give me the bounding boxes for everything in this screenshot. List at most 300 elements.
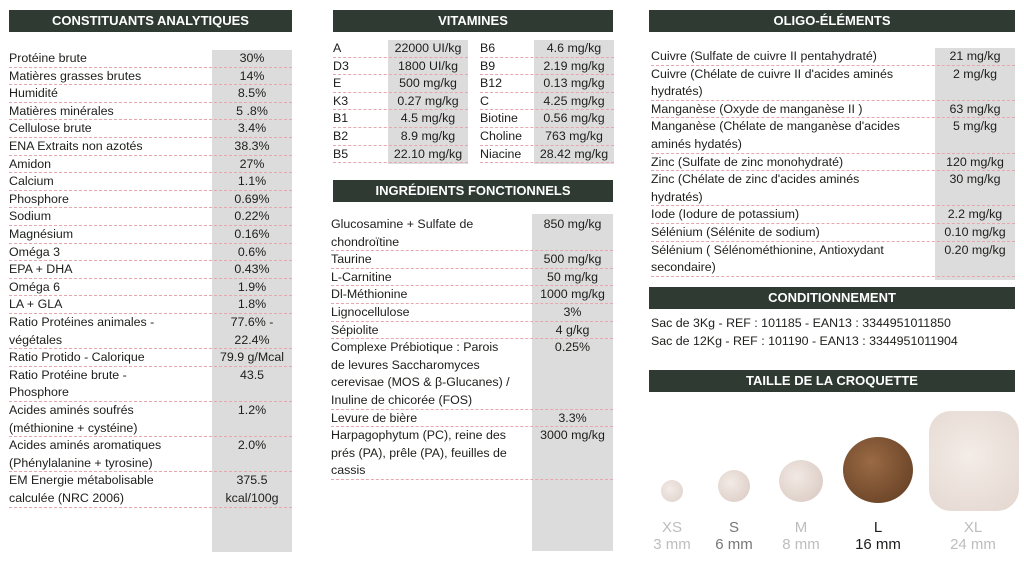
constituant-row-label-line: Protéine brute <box>9 51 87 65</box>
constituant-row <box>9 85 292 103</box>
ingredient-row-value-line: 850 mg/kg <box>543 217 602 231</box>
croquette-header: TAILLE DE LA CROQUETTE <box>649 370 1015 392</box>
ingredient-row-label <box>331 251 372 269</box>
constituant-row-value <box>212 120 292 138</box>
constituant-row-label <box>9 208 51 226</box>
constituant-row <box>9 120 292 138</box>
vitamine-row-value <box>534 110 614 128</box>
ingredient-row-value <box>532 339 613 357</box>
constituant-row-value-line: 79.9 g/Mcal <box>219 350 285 365</box>
constituant-row-value <box>212 138 292 156</box>
constituant-row-label <box>9 244 60 262</box>
vitamine-row <box>333 58 468 76</box>
vitamine-row <box>480 93 614 111</box>
oligo-row <box>651 206 1015 224</box>
vitamine-row-label <box>333 75 341 93</box>
constituant-row-label-line: ENA Extraits non azotés <box>9 139 143 153</box>
ingredient-row <box>331 410 613 428</box>
constituants-header: CONSTITUANTS ANALYTIQUES <box>9 10 292 32</box>
oligo-row-label-line: Sélénium ( Sélénométhionine, Antioxydant <box>651 242 884 257</box>
vitamine-row-label-line: Niacine <box>480 146 522 161</box>
oligo-header: OLIGO-ÉLÉMENTS <box>649 10 1015 32</box>
oligo-row-label-line: Zinc (Chélate de zinc d'acides aminés <box>651 172 860 187</box>
constituant-row <box>9 50 292 68</box>
constituant-row-value <box>212 349 292 367</box>
vitamine-row-value-line: 0.13 mg/kg <box>543 76 605 91</box>
ingredient-row-label-line: Complexe Prébiotique : Parois <box>331 340 499 355</box>
vitamine-row <box>480 110 614 128</box>
constituant-row <box>9 208 292 226</box>
oligo-row-label-line: hydratés) <box>651 84 703 99</box>
constituant-row-label-line: Humidité <box>9 86 58 101</box>
vitamine-row <box>333 40 468 58</box>
constituant-row-value <box>212 208 292 226</box>
constituant-row-label <box>9 296 62 314</box>
constituant-row-label-line: Oméga 6 <box>9 279 60 294</box>
vitamine-row <box>333 93 468 111</box>
oligo-row <box>651 224 1015 242</box>
vitamine-row-label <box>333 40 341 58</box>
constituant-row-value <box>212 367 292 385</box>
oligo-row-label-line: secondaire) <box>651 260 716 275</box>
constituant-row-label <box>9 402 137 437</box>
constituant-row-label-line: Acides aminés soufrés <box>9 403 134 417</box>
constituant-row-label <box>9 103 114 121</box>
ingredient-row-value <box>532 286 613 304</box>
vitamine-row-label <box>480 40 495 58</box>
ingredient-row-label <box>331 322 379 340</box>
oligo-row <box>651 171 1015 206</box>
oligo-row-value <box>935 224 1015 242</box>
oligo-row <box>651 242 1015 277</box>
vitamine-row-value-line: 22.10 mg/kg <box>393 146 463 161</box>
vitamine-row-label <box>480 128 522 146</box>
ingredient-row-value-line: 500 mg/kg <box>543 252 602 267</box>
vitamine-row-value-line: 1800 UI/kg <box>398 58 458 73</box>
ingredient-row-value <box>532 410 613 428</box>
constituant-row-value-line: 3.4% <box>237 121 267 136</box>
constituant-row-label-line: Ratio Protido - Calorique <box>9 350 145 365</box>
constituant-row-label <box>9 191 69 209</box>
constituant-row <box>9 244 292 262</box>
constituant-row-label <box>9 120 92 138</box>
constituant-row-label-line: Cellulose brute <box>9 121 92 136</box>
constituant-row-label <box>9 50 87 68</box>
oligo-row-value-line: 5 mg/kg <box>952 119 998 134</box>
constituant-row-value-line: 1.8% <box>237 297 267 312</box>
vitamine-row <box>333 146 468 164</box>
size-xl-label: XL <box>963 519 983 536</box>
ingredient-row-value <box>532 251 613 269</box>
vitamine-row-value <box>534 58 614 76</box>
constituant-row-label-line: Ratio Protéines animales - <box>9 315 155 329</box>
size-m-mm: 8 mm <box>782 536 820 553</box>
ingredients-header: INGRÉDIENTS FONCTIONNELS <box>333 180 613 202</box>
vitamine-row-label-line: C <box>480 93 489 108</box>
constituant-row-value-line: 5 .8% <box>236 103 268 118</box>
vitamine-row-label <box>480 58 495 76</box>
size-l-label: L <box>873 519 883 536</box>
constituant-row-value <box>212 156 292 174</box>
constituant-row-value <box>212 472 292 507</box>
vitamine-row-value <box>388 128 468 146</box>
vitamine-row-value-line: 22000 UI/kg <box>394 41 462 55</box>
vitamine-row-value <box>388 58 468 76</box>
oligo-row-value-line: 30 mg/kg <box>949 172 1001 187</box>
constituant-row <box>9 261 292 279</box>
oligo-row-value-line: 0.20 mg/kg <box>944 242 1006 257</box>
oligo-row-value <box>935 48 1015 66</box>
vitamine-row-value <box>388 110 468 128</box>
oligo-row-label-line: Iode (Iodure de potassium) <box>651 207 800 222</box>
oligo-row <box>651 48 1015 66</box>
ingredient-row-label-line: Sépiolite <box>331 322 379 337</box>
vitamine-row-value-line: 4.25 mg/kg <box>543 93 605 108</box>
oligo-row <box>651 66 1015 101</box>
ingredient-row-value <box>532 427 613 445</box>
oligo-row-value <box>935 171 1015 189</box>
conditionnement-line-1: Sac de 3Kg - REF : 101185 - EAN13 : 3344951011850 <box>651 316 951 330</box>
vitamine-row <box>333 75 468 93</box>
constituant-row <box>9 402 292 437</box>
constituant-row-label-line: Ratio Protéine brute - <box>9 367 127 382</box>
constituant-row-label-line: Oméga 3 <box>9 244 60 259</box>
ingredient-row-label <box>331 427 507 480</box>
vitamine-row-label <box>480 146 521 164</box>
vitamine-row-label-line: Choline <box>480 129 523 143</box>
constituant-row-value-line: 8.5% <box>237 86 267 101</box>
constituant-row-label <box>9 472 154 507</box>
vitamine-row-value <box>388 146 468 164</box>
constituant-row-label <box>9 138 143 156</box>
oligo-row-label <box>651 66 893 101</box>
oligo-row-value-line: 63 mg/kg <box>949 101 1001 116</box>
constituant-row-value-line: 1.9% <box>237 279 267 294</box>
ingredient-row-label-line: prés (PA), prêle (PA), feuilles de <box>331 445 507 460</box>
ingredient-row-value-line: 3000 mg/kg <box>540 428 605 443</box>
constituant-row <box>9 314 292 349</box>
kibble-s-image <box>718 470 750 502</box>
vitamine-row-label-line: K3 <box>333 93 349 108</box>
vitamine-row-value-line: 500 mg/kg <box>399 76 457 91</box>
vitamine-row-label <box>333 146 348 164</box>
vitamine-row-value <box>388 40 468 58</box>
oligo-row-label <box>651 206 799 224</box>
constituant-row-value <box>212 296 292 314</box>
constituant-row-label-line: Phosphore <box>9 191 69 206</box>
size-l-mm: 16 mm <box>855 536 901 553</box>
oligo-row <box>651 101 1015 119</box>
ingredient-row <box>331 251 613 269</box>
oligo-row-value-line: 2 mg/kg <box>952 66 998 81</box>
vitamine-row-value-line: 763 mg/kg <box>545 129 603 143</box>
constituant-row-label-line: EPA + DHA <box>9 262 73 277</box>
ingredient-row-value-line: 4 g/kg <box>555 322 590 337</box>
conditionnement-line-2: Sac de 12Kg - REF : 101190 - EAN13 : 3344951011904 <box>651 334 958 348</box>
vitamines-header: VITAMINES <box>333 10 613 32</box>
vitamine-row-label <box>333 110 348 128</box>
oligo-row <box>651 154 1015 172</box>
constituant-row-value <box>212 314 292 349</box>
vitamine-row-label-line: A <box>333 41 342 55</box>
constituant-row-label-line: (Phénylalanine + tyrosine) <box>9 455 153 470</box>
ingredient-row-label-line: Lignocellulose <box>331 305 410 319</box>
constituant-row-value-line: 0.69% <box>234 191 270 206</box>
constituant-row-label <box>9 314 154 349</box>
constituant-row-value <box>212 402 292 420</box>
vitamine-row-value <box>534 40 614 58</box>
constituant-row-label <box>9 226 73 244</box>
vitamine-row-value-line: 0.56 mg/kg <box>543 111 605 126</box>
ingredient-row-label-line: chondroïtine <box>331 234 400 249</box>
vitamine-row-label <box>333 128 348 146</box>
constituant-row-value <box>212 226 292 244</box>
oligo-row-label <box>651 118 900 153</box>
oligo-row-label <box>651 171 859 206</box>
constituant-row-value-line: 0.22% <box>234 209 270 224</box>
ingredient-row-label-line: Dl-Méthionine <box>331 287 408 302</box>
ingredient-row <box>331 286 613 304</box>
constituant-row-label <box>9 156 51 174</box>
constituant-row-value <box>212 50 292 68</box>
vitamine-row-value-line: 4.6 mg/kg <box>546 41 602 55</box>
size-s-mm: 6 mm <box>715 536 753 553</box>
vitamine-row <box>480 128 614 146</box>
kibble-xs-image <box>661 480 683 502</box>
vitamine-row-label-line: Biotine <box>480 111 518 126</box>
constituant-row-label <box>9 261 72 279</box>
size-xl-mm: 24 mm <box>950 536 996 553</box>
oligo-row-value-line: 21 mg/kg <box>949 49 1001 63</box>
oligo-row-value <box>935 242 1015 260</box>
constituant-row-value-line: 1.1% <box>237 174 267 189</box>
constituant-row-value-line: 2.0% <box>237 438 267 453</box>
constituant-row-label-line: LA + GLA <box>9 297 63 312</box>
oligo-row-label <box>651 154 843 172</box>
vitamine-row-value <box>388 75 468 93</box>
oligo-row-label-line: Cuivre (Chélate de cuivre II d'acides aminés <box>651 66 894 81</box>
ingredient-row <box>331 427 613 480</box>
ingredient-row <box>331 339 613 409</box>
oligo-row-value <box>935 101 1015 119</box>
oligo-row-label <box>651 101 862 119</box>
ingredient-row <box>331 216 613 251</box>
vitamine-row-label-line: B5 <box>333 146 349 161</box>
kibble-m-image <box>779 460 823 502</box>
ingredient-row-label-line: Glucosamine + Sulfate de <box>331 217 474 231</box>
constituant-row-label-line: Calcium <box>9 174 54 189</box>
constituant-row-label-line: Matières grasses brutes <box>9 68 142 83</box>
ingredient-row-label-line: Levure de bière <box>331 410 418 425</box>
vitamine-row-value-line: 28.42 mg/kg <box>539 146 609 161</box>
oligo-row-label <box>651 48 877 66</box>
vitamine-row-value-line: 8.9 mg/kg <box>400 129 456 143</box>
constituant-row <box>9 296 292 314</box>
vitamine-row-label-line: B6 <box>480 41 496 55</box>
ingredient-row-value <box>532 322 613 340</box>
vitamine-row-value <box>534 146 614 164</box>
oligo-row-label-line: hydratés) <box>651 189 703 204</box>
constituant-row-label <box>9 85 58 103</box>
constituant-row <box>9 367 292 402</box>
ingredient-row-value-line: 3.3% <box>558 410 587 425</box>
vitamine-row-label-line: B9 <box>480 58 496 73</box>
constituant-row-value-line: 27% <box>239 156 265 171</box>
vitamine-row-value <box>388 93 468 111</box>
constituant-row-label-line: EM Energie métabolisable <box>9 473 154 488</box>
ingredient-row-value <box>532 216 613 234</box>
vitamine-row-label-line: D3 <box>333 58 349 73</box>
vitamine-row-value-line: 2.19 mg/kg <box>543 58 605 73</box>
vitamine-row-label-line: B1 <box>333 111 349 126</box>
constituant-row <box>9 349 292 367</box>
constituant-row-value <box>212 244 292 262</box>
vitamine-row-label <box>480 93 489 111</box>
ingredient-row <box>331 269 613 287</box>
constituant-row-label <box>9 367 127 402</box>
oligo-row-label-line: Sélénium (Sélénite de sodium) <box>651 225 820 239</box>
constituant-row-value-line: 14% <box>239 68 265 83</box>
oligo-row <box>651 118 1015 153</box>
vitamine-row-label-line: E <box>333 76 342 91</box>
vitamine-row <box>333 128 468 146</box>
constituant-row <box>9 472 292 507</box>
constituant-row-value-line: 375.5 <box>236 473 268 488</box>
size-m-label: M <box>794 519 808 536</box>
constituant-row-value <box>212 68 292 86</box>
ingredient-row-label <box>331 410 417 428</box>
oligo-row-value-line: 120 mg/kg <box>946 154 1004 169</box>
size-s-label: S <box>728 519 739 536</box>
constituant-row-label-line: calculée (NRC 2006) <box>9 490 125 505</box>
oligo-row-label-line: Zinc (Sulfate de zinc monohydraté) <box>651 154 844 169</box>
ingredient-row-label <box>331 304 410 322</box>
constituant-row-label <box>9 279 60 297</box>
ingredient-row-value <box>532 269 613 287</box>
constituant-row <box>9 279 292 297</box>
ingredient-row-label-line: Taurine <box>331 252 372 267</box>
ingredient-row-label-line: Inuline de chicorée (FOS) <box>331 392 473 407</box>
size-xs-mm: 3 mm <box>653 536 691 553</box>
constituant-row-label-line: Acides aminés aromatiques <box>9 438 162 453</box>
ingredient-row-label-line: cerevisae (MOS & β-Glucanes) / <box>331 375 510 390</box>
constituant-row-label-line: Matières minérales <box>9 103 114 118</box>
constituant-row <box>9 68 292 86</box>
ingredient-row-value-line: 1000 mg/kg <box>540 287 605 302</box>
constituant-row-value-line: 0.43% <box>234 262 270 277</box>
oligo-row-label <box>651 224 820 242</box>
vitamine-row <box>333 110 468 128</box>
constituant-row <box>9 173 292 191</box>
ingredient-row-label-line: cassis <box>331 463 366 478</box>
constituant-row-value-line: 0.16% <box>234 227 270 241</box>
constituant-row-value <box>212 103 292 121</box>
vitamine-row-value <box>534 128 614 146</box>
constituant-row-value <box>212 437 292 455</box>
constituant-row-label-line: Sodium <box>9 209 52 224</box>
constituant-row-label <box>9 437 161 472</box>
ingredient-row-label <box>331 216 473 251</box>
ingredient-row-label-line: L-Carnitine <box>331 269 392 284</box>
conditionnement-header: CONDITIONNEMENT <box>649 287 1015 309</box>
constituant-row-label <box>9 173 54 191</box>
constituant-row-value <box>212 85 292 103</box>
vitamine-row <box>480 58 614 76</box>
constituant-row-label-line: Magnésium <box>9 227 74 241</box>
kibble-l-image <box>843 437 913 503</box>
oligo-row-value <box>935 66 1015 84</box>
vitamine-row <box>480 75 614 93</box>
oligo-row-label <box>651 242 884 277</box>
oligo-row-value-line: 2.2 mg/kg <box>947 207 1003 222</box>
size-xs-label: XS <box>661 519 682 536</box>
ingredient-row-label <box>331 286 407 304</box>
oligo-row-value-line: 0.10 mg/kg <box>944 225 1006 239</box>
constituant-row <box>9 226 292 244</box>
constituant-row-value <box>212 261 292 279</box>
vitamine-row-label <box>333 58 349 76</box>
constituant-row-value-line: kcal/100g <box>225 490 279 505</box>
ingredient-row-label <box>331 269 392 287</box>
ingredient-row-label-line: Harpagophytum (PC), reine des <box>331 428 506 443</box>
constituant-row-value <box>212 191 292 209</box>
ingredient-row-value-line: 0.25% <box>554 340 591 355</box>
constituant-row-value-line: 1.2% <box>237 403 267 417</box>
oligo-row-label-line: aminés hydatés) <box>651 136 742 151</box>
vitamine-row-value-line: 0.27 mg/kg <box>397 93 459 108</box>
oligo-row-label-line: Manganèse (Chélate de manganèse d'acides <box>651 119 900 134</box>
ingredient-row-value-line: 3% <box>563 305 582 319</box>
constituant-row-label <box>9 349 145 367</box>
constituant-row-value-line: 0.6% <box>237 244 267 259</box>
constituant-row <box>9 437 292 472</box>
constituant-row-label-line: Phosphore <box>9 385 69 400</box>
ingredient-row <box>331 304 613 322</box>
oligo-row-value <box>935 118 1015 136</box>
constituant-row-value <box>212 173 292 191</box>
oligo-row-value <box>935 154 1015 172</box>
constituant-row-value <box>212 279 292 297</box>
vitamine-row-value <box>534 75 614 93</box>
vitamine-row <box>480 40 614 58</box>
constituant-row <box>9 103 292 121</box>
ingredient-row <box>331 322 613 340</box>
constituant-row <box>9 138 292 156</box>
constituant-row-value-line: 38.3% <box>234 139 270 153</box>
vitamine-row-label-line: B2 <box>333 129 349 143</box>
constituant-row-label-line: (méthionine + cystéine) <box>9 420 138 435</box>
oligo-row-value <box>935 206 1015 224</box>
kibble-xl-image <box>929 411 1019 511</box>
constituant-row <box>9 191 292 209</box>
vitamine-row-value-line: 4.5 mg/kg <box>400 111 456 126</box>
constituant-row-label-line: Amidon <box>9 156 52 171</box>
vitamine-row-label <box>480 110 518 128</box>
constituant-row-value-line: 22.4% <box>234 332 270 347</box>
constituant-row-label <box>9 68 141 86</box>
vitamine-row-label-line: B12 <box>480 76 503 91</box>
constituant-row-label-line: végétales <box>9 332 63 347</box>
oligo-row-label-line: Manganèse (Oxyde de manganèse II ) <box>651 101 863 116</box>
ingredient-row-label <box>331 339 510 409</box>
vitamine-row-label <box>333 93 348 111</box>
oligo-row-label-line: Cuivre (Sulfate de cuivre II pentahydraté) <box>651 49 877 63</box>
ingredient-row-value-line: 50 mg/kg <box>547 269 598 284</box>
constituant-row-value-line: 77.6% - <box>230 315 274 329</box>
ingredient-row-value <box>532 304 613 322</box>
constituant-row-value-line: 30% <box>239 51 265 65</box>
constituant-row-value-line: 43.5 <box>239 367 265 382</box>
